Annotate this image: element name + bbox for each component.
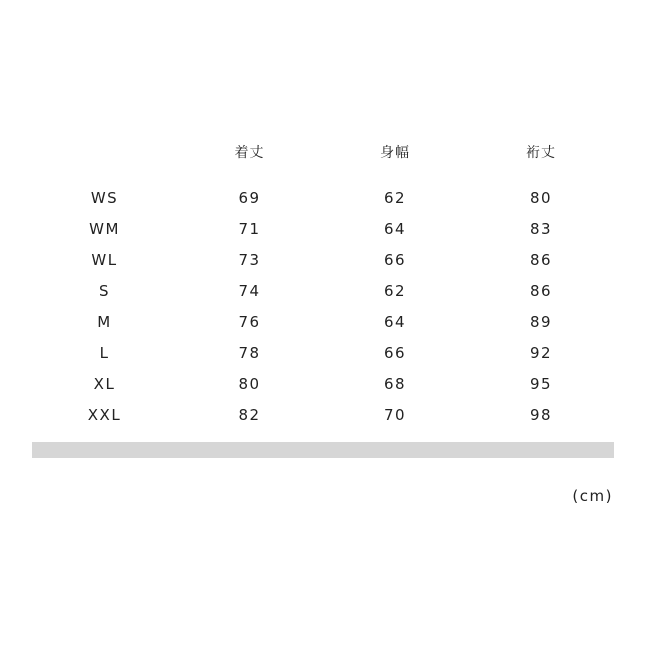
size-label: XL <box>93 374 116 393</box>
width-value: 64 <box>383 312 407 331</box>
sleeve-value: 80 <box>529 188 553 207</box>
size-label: M <box>97 312 112 331</box>
size-label: WS <box>90 188 119 207</box>
divider-bar <box>32 442 614 458</box>
length-value: 69 <box>238 188 261 207</box>
header-width: 身幅 <box>380 145 410 161</box>
length-value: 73 <box>238 250 261 269</box>
sleeve-value: 83 <box>529 219 553 238</box>
length-value: 78 <box>238 343 261 362</box>
width-value: 68 <box>383 374 407 393</box>
sleeve-value: 98 <box>529 405 553 424</box>
sleeve-value: 89 <box>529 312 553 331</box>
table-row <box>32 244 614 275</box>
length-value: 76 <box>238 312 261 331</box>
unit-label: (cm) <box>572 487 613 505</box>
table-row <box>32 399 614 430</box>
sleeve-value: 86 <box>529 281 553 300</box>
width-value: 66 <box>383 343 407 362</box>
table-row <box>32 275 614 306</box>
table-row <box>32 337 614 368</box>
size-label: S <box>98 281 111 300</box>
width-value: 62 <box>383 188 407 207</box>
width-value: 62 <box>383 281 407 300</box>
length-value: 74 <box>238 281 261 300</box>
width-value: 64 <box>383 219 407 238</box>
sleeve-value: 92 <box>529 343 553 362</box>
table-row <box>32 182 614 213</box>
width-value: 70 <box>383 405 407 424</box>
length-value: 71 <box>238 219 261 238</box>
size-label: WL <box>91 250 118 269</box>
size-chart-table <box>32 136 614 430</box>
table-row <box>32 306 614 337</box>
length-value: 82 <box>238 405 261 424</box>
size-label: XXL <box>87 405 122 424</box>
size-label: WM <box>89 219 120 238</box>
table-row <box>32 368 614 399</box>
sleeve-value: 86 <box>529 250 553 269</box>
length-value: 80 <box>238 374 261 393</box>
size-label: L <box>99 343 110 362</box>
table-header-row <box>32 136 614 168</box>
table-row <box>32 213 614 244</box>
header-sleeve: 裄丈 <box>526 145 556 161</box>
width-value: 66 <box>383 250 407 269</box>
header-length: 着丈 <box>234 145 265 161</box>
sleeve-value: 95 <box>529 374 553 393</box>
